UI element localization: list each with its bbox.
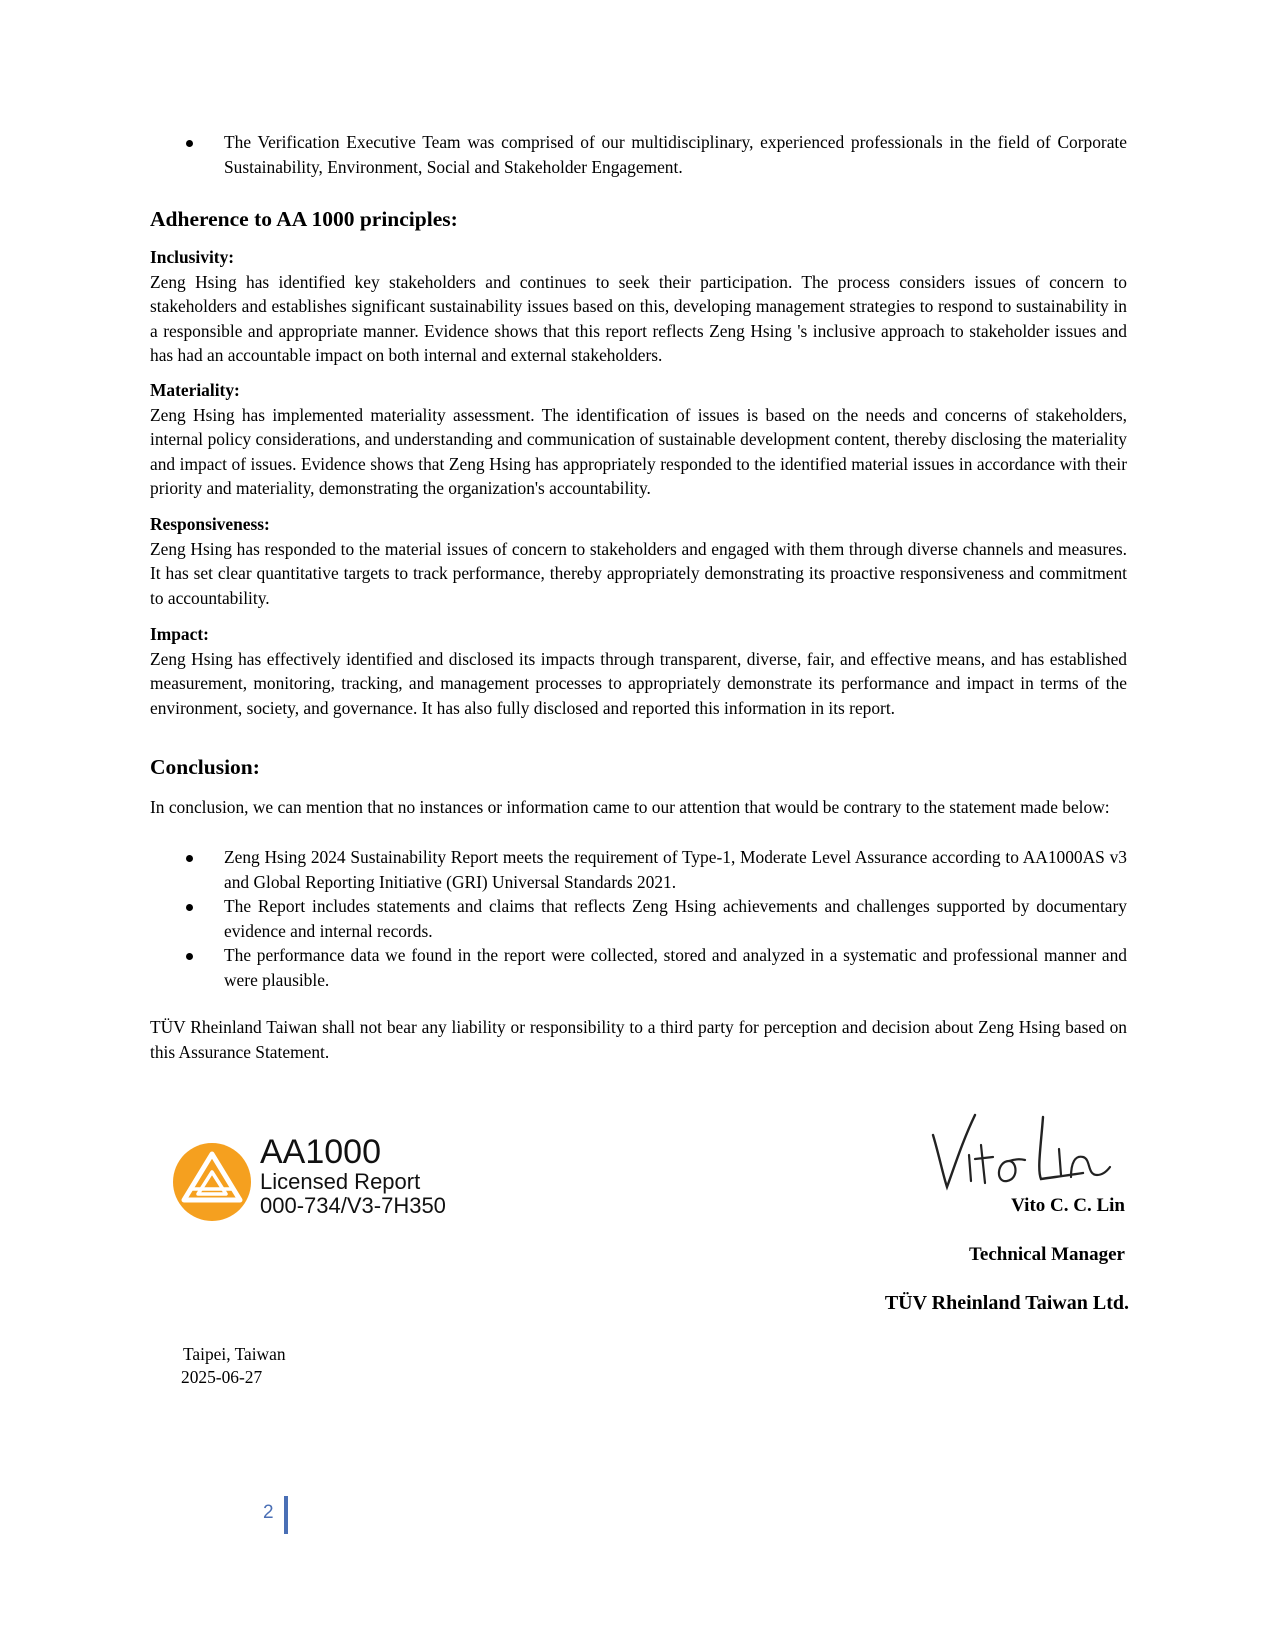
logo-title: AA1000 [260, 1133, 381, 1171]
aa1000-logo [172, 1133, 472, 1240]
principle-text: Zeng Hsing has responded to the material issues of concern to stakeholders and engaged with them through diverse channels and measures. It has set clear quantitative targets to track performance, thereby appropriately demonstrating its proactive responsiveness and commitment to accountability. [150, 538, 1127, 608]
list-item [150, 943, 1127, 992]
list-item [150, 130, 1127, 179]
list-item [150, 845, 1127, 894]
aa1000-logo-icon [172, 1142, 252, 1222]
bullet-text: Zeng Hsing 2024 Sustainability Report meets the requirement of Type-1, Moderate Level Assurance according to AA1000AS v3 and Global Reporting Initiative (GRI) Universal Standards 2021. [224, 847, 1127, 892]
bullet-icon [186, 904, 193, 911]
principle-impact [150, 622, 1127, 720]
bullet-text: The performance data we found in the report were collected, stored and analyzed in a systematic and professional manner and were plausible. [224, 945, 1127, 990]
handwritten-signature [925, 1105, 1115, 1195]
page-number: 2 [263, 1502, 274, 1523]
bullet-icon [186, 140, 193, 147]
place: Taipei, Taiwan [183, 1344, 286, 1364]
liability-statement: TÜV Rheinland Taiwan shall not bear any liability or responsibility to a third party for perception and decision about Zeng Hsing based on this Assurance Statement. [150, 1017, 1127, 1062]
bullet-icon [186, 953, 193, 960]
principle-responsiveness [150, 512, 1127, 610]
principle-materiality [150, 378, 1127, 501]
intro-bullet-list [150, 130, 1127, 179]
principle-text: Zeng Hsing has implemented materiality assessment. The identification of issues is based on the needs and concerns of stakeholders, internal policy considerations, and understanding and communication of sustainable development content, thereby disclosing the materiality and impact of issues. Evidence shows that Zeng Hsing has appropriately responded to the identified material issues in accordance with their priority and materiality, demonstrating the organization's accountability. [150, 404, 1127, 499]
list-item [150, 894, 1127, 943]
principle-title: Inclusivity: [150, 247, 235, 267]
principle-title: Responsiveness: [150, 514, 270, 534]
principle-title: Impact: [150, 624, 209, 644]
adherence-heading: Adherence to AA 1000 principles: [150, 207, 458, 231]
logo-license-code: 000-734/V3-7H350 [260, 1193, 446, 1218]
page-number-bar [284, 1496, 288, 1534]
date: 2025-06-27 [181, 1367, 263, 1387]
signatory-name: Vito C. C. Lin [1011, 1195, 1125, 1216]
bullet-icon [186, 855, 193, 862]
principle-inclusivity [150, 245, 1127, 368]
conclusion-intro: In conclusion, we can mention that no instances or information came to our attention that would be contrary to the statement made below: [150, 797, 1110, 817]
signatory-company: TÜV Rheinland Taiwan Ltd. [884, 1292, 1129, 1314]
principle-text: Zeng Hsing has identified key stakeholders and continues to seek their participation. The process considers issues of concern to stakeholders and establishes significant sustainability issues based on this, developing management strategies to respond to sustainability in a responsible and appropriate manner. Evidence shows that this report reflects Zeng Hsing 's inclusive approach to stakeholder issues and has had an accountable impact on both internal and external stakeholders. [150, 271, 1127, 366]
conclusion-bullet-list [150, 845, 1127, 993]
logo-subtitle: Licensed Report [260, 1169, 421, 1194]
aa1000-logo-text [260, 1134, 446, 1218]
principle-text: Zeng Hsing has effectively identified and disclosed its impacts through transparent, diverse, fair, and effective means, and has established measurement, monitoring, tracking, and management processes to appropriately demonstrate its performance and impact in terms of the environment, society, and governance. It has also fully disclosed and reported this information in its report. [150, 648, 1127, 718]
bullet-text: The Verification Executive Team was comprised of our multidisciplinary, experienced professionals in the field of Corporate Sustainability, Environment, Social and Stakeholder Engagement. [224, 132, 1127, 177]
signatory-position: Technical Manager [968, 1244, 1125, 1265]
conclusion-heading: Conclusion: [150, 755, 260, 779]
bullet-text: The Report includes statements and claims that reflects Zeng Hsing achievements and challenges supported by documentary evidence and internal records. [224, 896, 1127, 941]
principle-title: Materiality: [150, 380, 240, 400]
